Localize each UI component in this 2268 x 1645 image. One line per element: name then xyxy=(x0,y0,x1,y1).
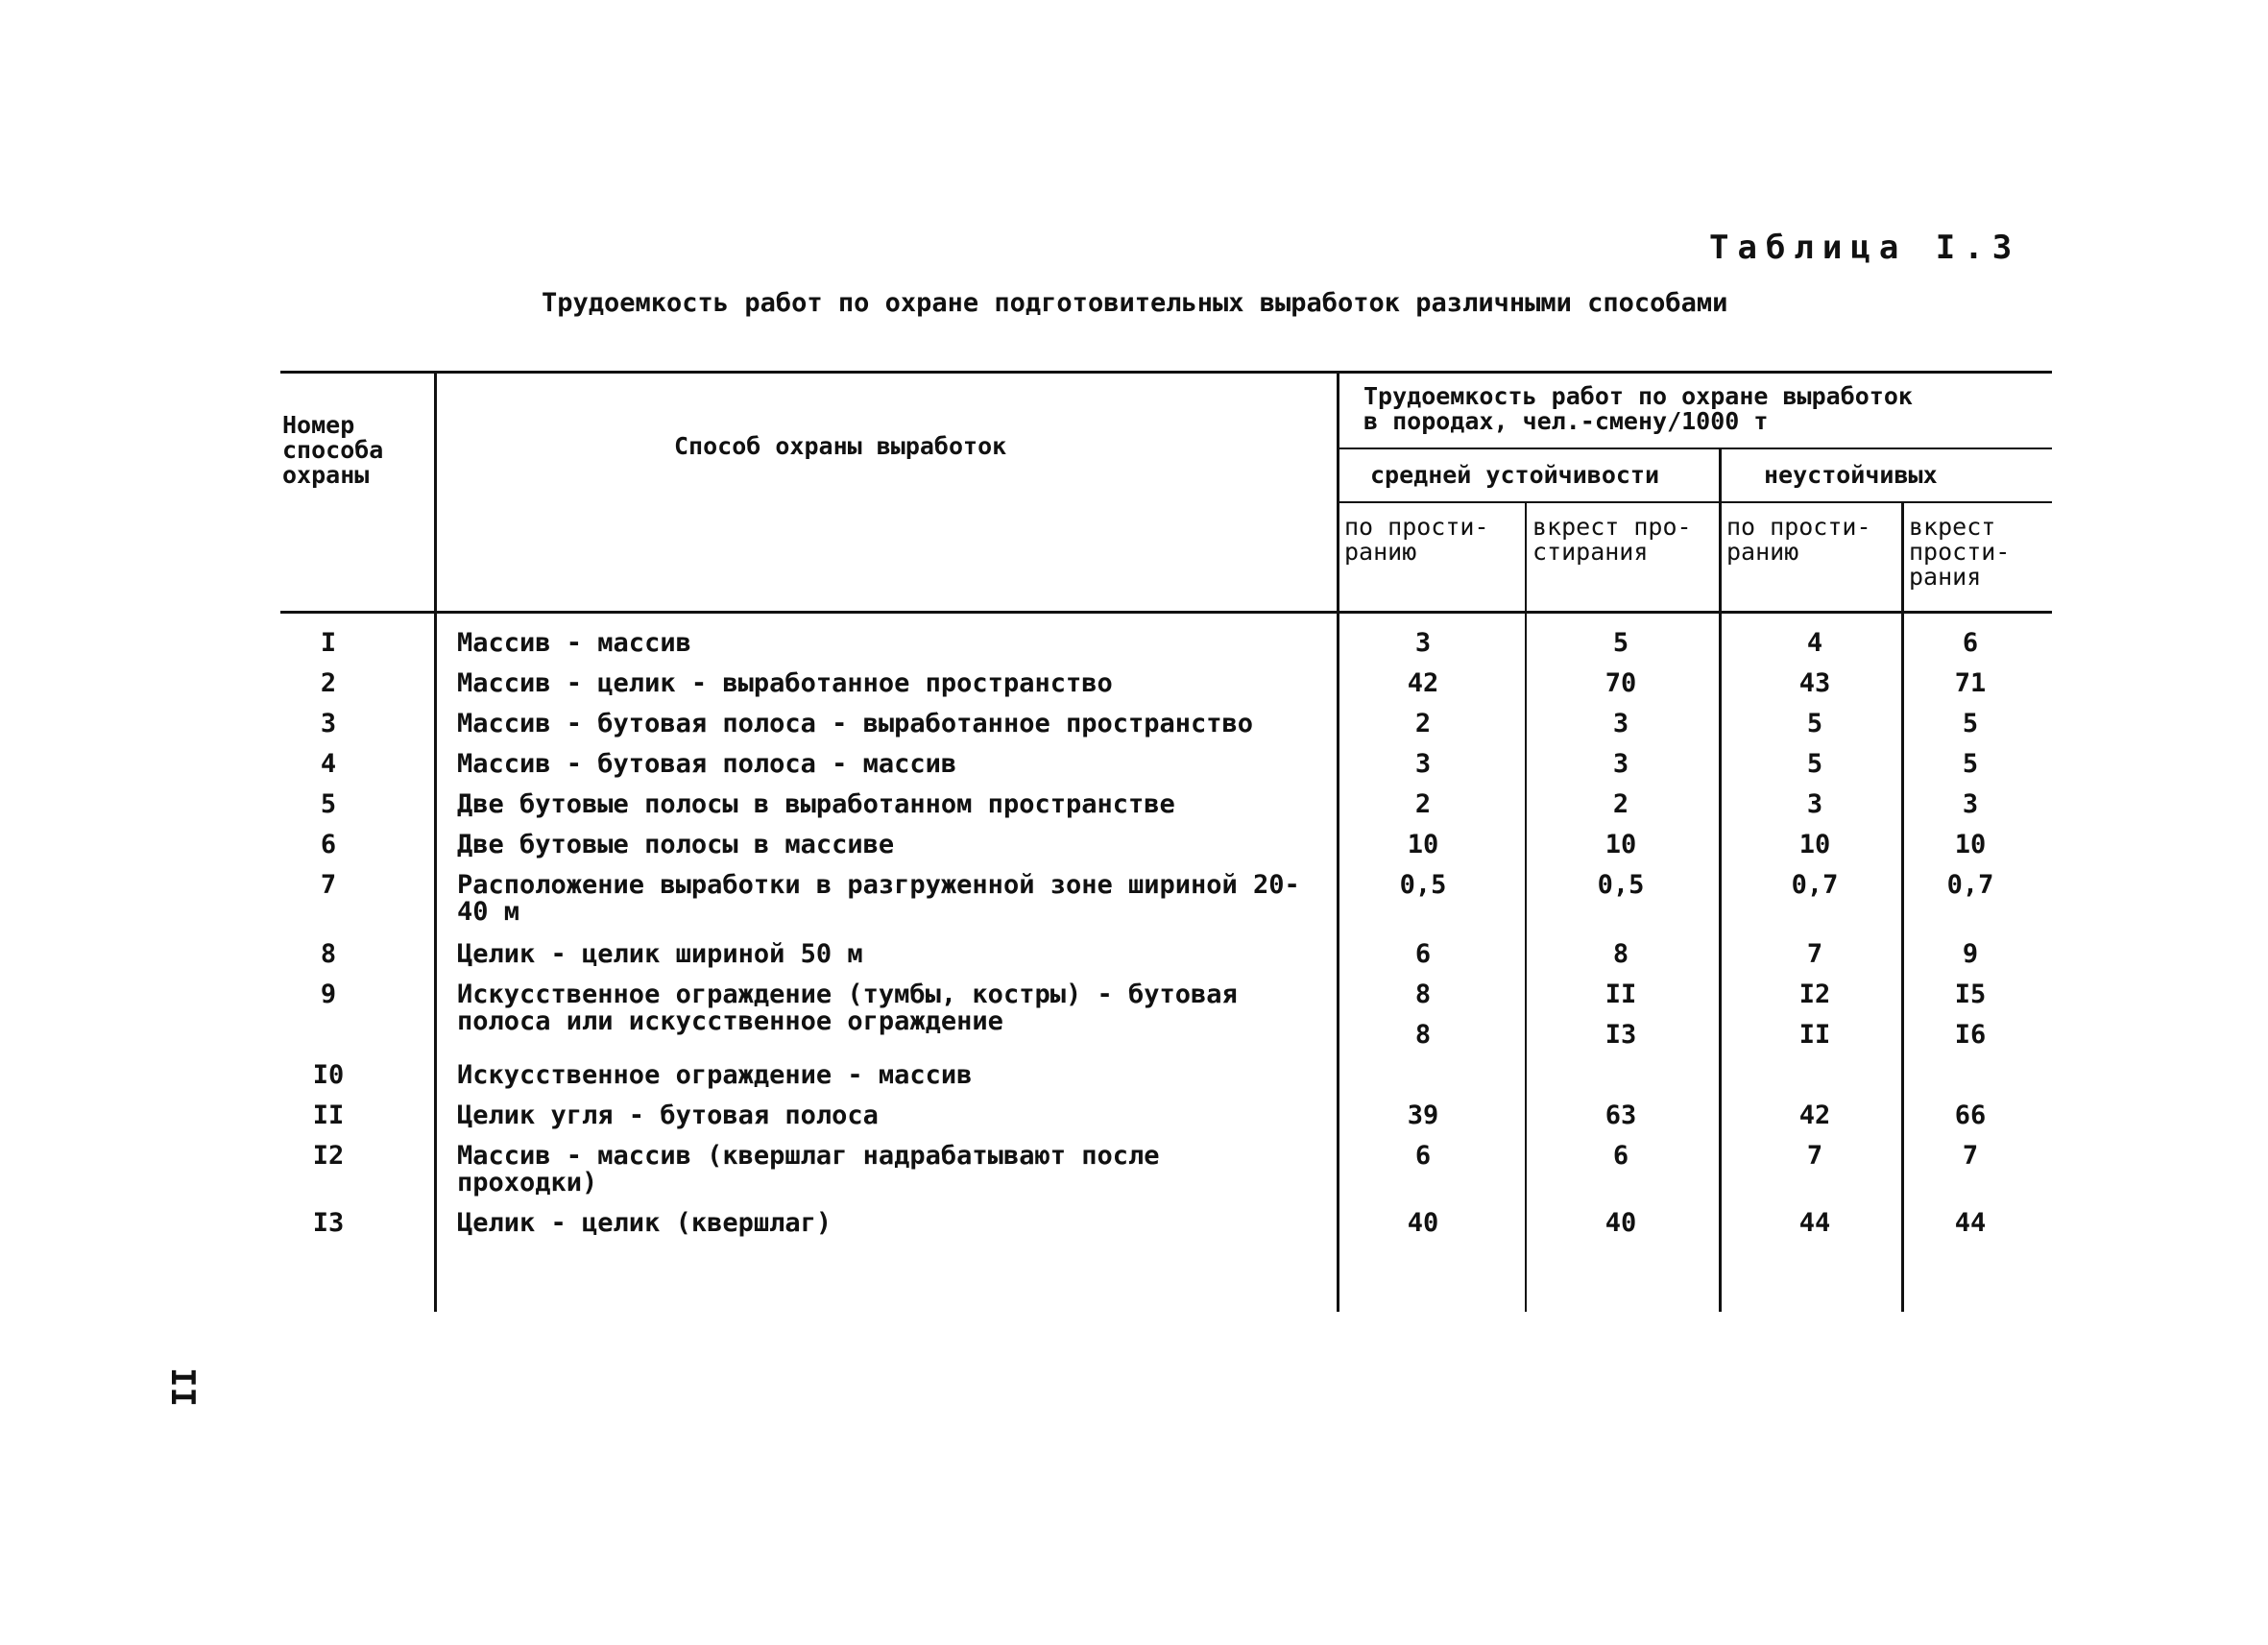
row-value: 10 xyxy=(1604,830,1637,859)
row-number: 7 xyxy=(320,870,337,900)
row-value: 70 xyxy=(1604,668,1637,698)
row-number: I xyxy=(320,628,337,658)
row-value: 6 xyxy=(1962,628,1979,658)
row-value: 3 xyxy=(1612,749,1629,779)
row-value: II xyxy=(1798,1020,1831,1050)
row-value: 63 xyxy=(1604,1101,1637,1130)
row-value: 5 xyxy=(1806,709,1823,738)
row-number: 9 xyxy=(320,980,337,1009)
row-value: II xyxy=(1604,980,1637,1009)
header-method: Способ охраны выработок xyxy=(674,432,1007,460)
row-number: 8 xyxy=(320,939,337,969)
col-rule-2 xyxy=(1337,371,1339,1312)
row-value: 8 xyxy=(1414,1020,1432,1050)
page-number: II xyxy=(163,1367,202,1407)
row-value: 6 xyxy=(1414,939,1432,969)
row-number: 5 xyxy=(320,789,337,819)
row-value: I3 xyxy=(1604,1020,1637,1050)
row-value: 3 xyxy=(1806,789,1823,819)
row-method: Массив - бутовая полоса - массив xyxy=(457,749,957,779)
row-method: Массив - бутовая полоса - выработанное пространство xyxy=(457,709,1254,738)
header-bottom-rule xyxy=(280,611,2052,614)
row-value: 7 xyxy=(1806,1141,1823,1171)
header-subrule-2 xyxy=(1337,501,2052,503)
row-value: 10 xyxy=(1798,830,1831,859)
row-method: Массив - массив (квершлаг надрабатывают после проходки) xyxy=(457,1141,1160,1197)
row-method: Массив - целик - выработанное пространство xyxy=(457,668,1113,698)
row-value: 5 xyxy=(1612,628,1629,658)
row-value: I2 xyxy=(1798,980,1831,1009)
row-value: 40 xyxy=(1604,1208,1637,1238)
row-value: 2 xyxy=(1414,789,1432,819)
row-value: 9 xyxy=(1962,939,1979,969)
row-value: 42 xyxy=(1407,668,1439,698)
row-value: 5 xyxy=(1962,709,1979,738)
row-value: I6 xyxy=(1954,1020,1987,1050)
row-value: 44 xyxy=(1798,1208,1831,1238)
header-across-strike-1: вкрест про- стирания xyxy=(1532,513,1692,566)
row-value: 10 xyxy=(1407,830,1439,859)
row-value: 40 xyxy=(1407,1208,1439,1238)
row-method: Искусственное ограждение (тумбы, костры) - бутовая полоса или искусственное ограждение xyxy=(457,980,1238,1036)
row-value: 5 xyxy=(1962,749,1979,779)
row-number: 4 xyxy=(320,749,337,779)
row-method: Две бутовые полосы в выработанном пространстве xyxy=(457,789,1175,819)
row-value: 43 xyxy=(1798,668,1831,698)
row-number: I0 xyxy=(312,1060,345,1090)
header-across-strike-2: вкрест прости- рания xyxy=(1909,513,2011,591)
row-value: 8 xyxy=(1612,939,1629,969)
row-method: Целик - целик (квершлаг) xyxy=(457,1208,832,1238)
header-subrule-1 xyxy=(1337,448,2052,449)
row-method: Две бутовые полосы в массиве xyxy=(457,830,895,859)
row-value: 39 xyxy=(1407,1101,1439,1130)
row-value: 7 xyxy=(1806,939,1823,969)
table-title: Трудоемкость работ по охране подготовительных выработок различными способами xyxy=(542,288,1728,318)
row-value: 42 xyxy=(1798,1101,1831,1130)
row-value: 3 xyxy=(1962,789,1979,819)
col-rule-3 xyxy=(1525,501,1527,1312)
row-value: 3 xyxy=(1612,709,1629,738)
col-rule-4 xyxy=(1719,448,1722,1312)
row-number: 6 xyxy=(320,830,337,859)
row-value: 6 xyxy=(1414,1141,1432,1171)
header-along-strike-2: по прости- ранию xyxy=(1726,513,1871,566)
row-value: 71 xyxy=(1954,668,1987,698)
row-value: 0,5 xyxy=(1597,870,1645,900)
header-medium-stability: средней устойчивости xyxy=(1370,461,1660,489)
row-number: I3 xyxy=(312,1208,345,1238)
header-labor: Трудоемкость работ по охране выработок в породах, чел.-смену/1000 т xyxy=(1363,382,1913,435)
row-value: 4 xyxy=(1806,628,1823,658)
row-method: Целик угля - бутовая полоса xyxy=(457,1101,879,1130)
header-number: Номер способа охраны xyxy=(282,411,384,489)
row-value: 6 xyxy=(1612,1141,1629,1171)
row-value: 66 xyxy=(1954,1101,1987,1130)
row-value: 2 xyxy=(1414,709,1432,738)
col-rule-5 xyxy=(1901,501,1904,1312)
table-top-rule xyxy=(280,371,2052,374)
row-value: 10 xyxy=(1954,830,1987,859)
row-value: 2 xyxy=(1612,789,1629,819)
row-value: 0,7 xyxy=(1946,870,1994,900)
row-number: II xyxy=(312,1101,345,1130)
row-value: 0,5 xyxy=(1399,870,1447,900)
row-value: 7 xyxy=(1962,1141,1979,1171)
row-method: Массив - массив xyxy=(457,628,691,658)
header-unstable: неустойчивых xyxy=(1764,461,1938,489)
row-value: 5 xyxy=(1806,749,1823,779)
row-value: I5 xyxy=(1954,980,1987,1009)
row-method: Расположение выработки в разгруженной зоне шириной 20-40 м xyxy=(457,870,1300,927)
labor-table xyxy=(280,371,2052,1312)
table-label: Таблица I.3 xyxy=(1709,229,2021,267)
row-number: I2 xyxy=(312,1141,345,1171)
row-value: 44 xyxy=(1954,1208,1987,1238)
header-along-strike-1: по прости- ранию xyxy=(1344,513,1489,566)
row-value: 3 xyxy=(1414,749,1432,779)
row-number: 2 xyxy=(320,668,337,698)
col-rule-1 xyxy=(434,371,437,1312)
row-method: Целик - целик шириной 50 м xyxy=(457,939,863,969)
row-number: 3 xyxy=(320,709,337,738)
row-value: 0,7 xyxy=(1791,870,1839,900)
row-value: 3 xyxy=(1414,628,1432,658)
row-value: 8 xyxy=(1414,980,1432,1009)
row-method: Искусственное ограждение - массив xyxy=(457,1060,973,1090)
